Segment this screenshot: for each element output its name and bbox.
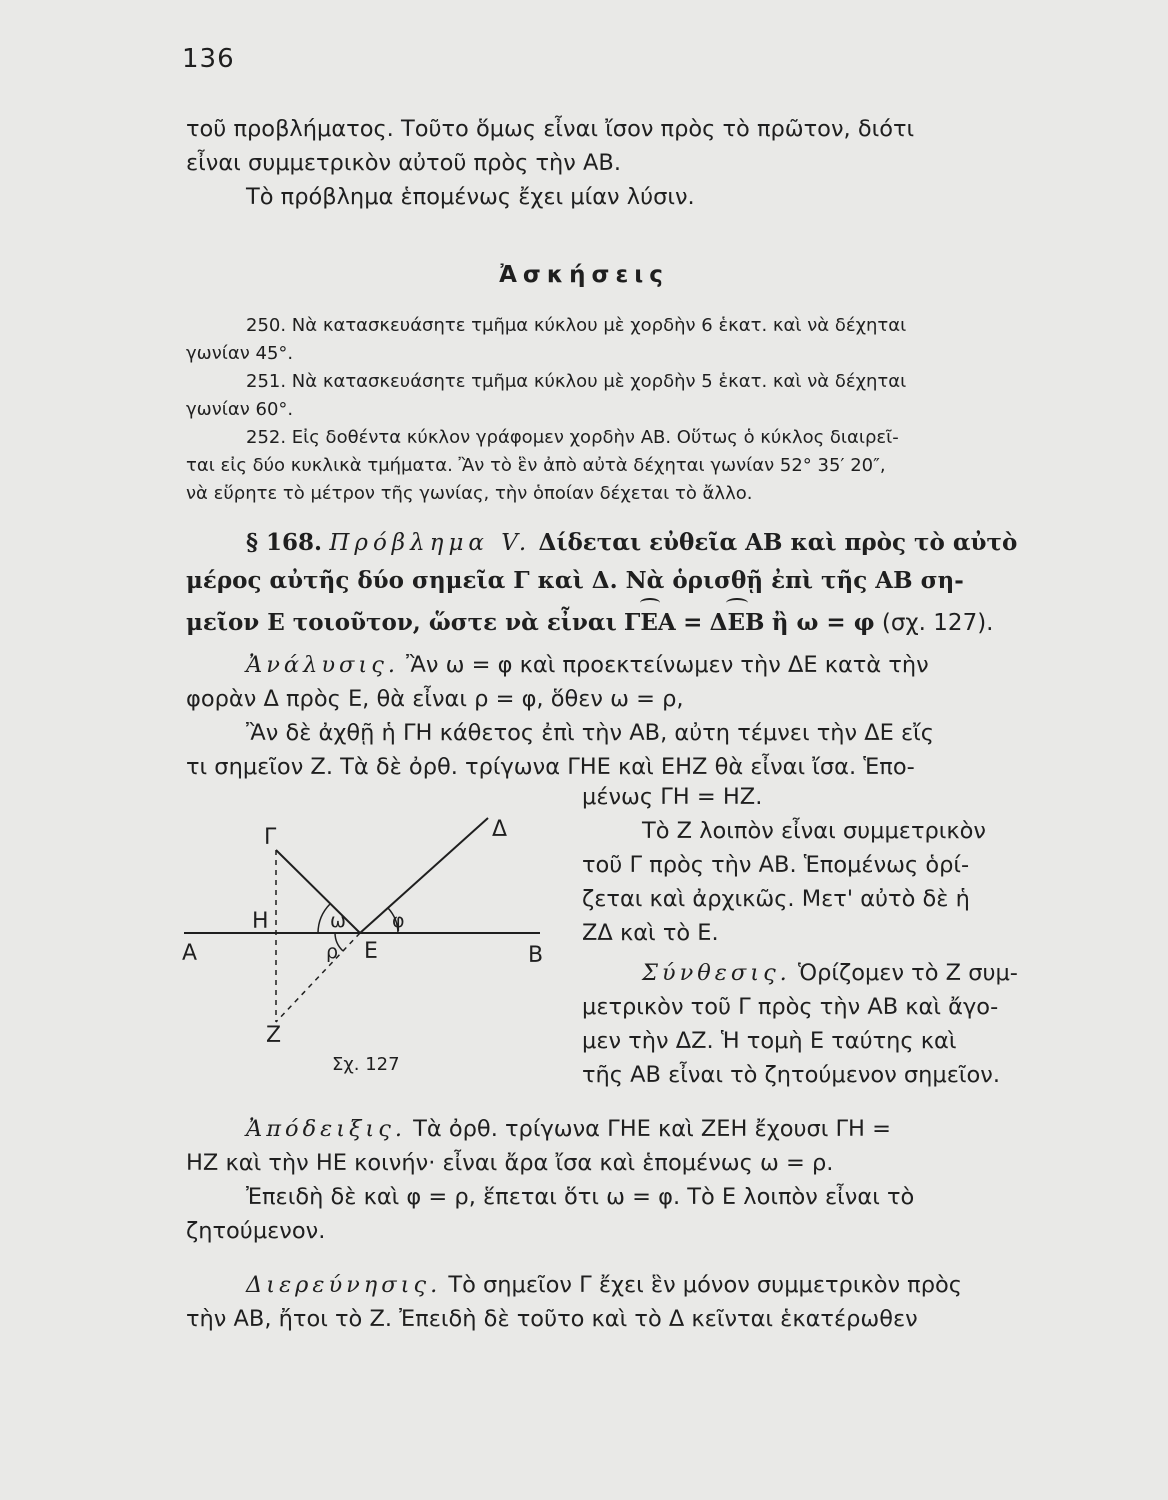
label-g: Γ — [264, 825, 277, 850]
text-line: Τὰ ὀρθ. τρίγωνα ΓΗΕ καὶ ΖΕΗ ἔχουσι ΓΗ = — [413, 1116, 891, 1142]
figure-reference: (σχ. 127). — [881, 610, 994, 636]
arc-omega — [318, 904, 330, 933]
exercise-252 — [186, 424, 1094, 508]
synthesis-label: Σύνθεσις. — [642, 960, 791, 986]
text-line: ζητούμενον. — [186, 1218, 326, 1244]
exercises-heading: Ἀσκήσεις — [499, 262, 669, 288]
discussion-paragraph — [186, 1268, 1094, 1336]
text-line: εἶναι συμμετρικὸν αὐτοῦ πρὸς τὴν ΑΒ. — [186, 150, 621, 176]
text-line: Ὁρίζομεν τὸ Ζ συμ- — [797, 960, 1018, 986]
text-line: γωνίαν 45°. — [186, 343, 294, 364]
text-line: Ἂν ω = φ καὶ προεκτείνωμεν τὴν ΔΕ κατὰ τὴν — [406, 652, 929, 678]
figure-caption: Σχ. 127 — [332, 1054, 400, 1075]
text-line: μεῖον Ε τοιοῦτον, ὥστε νὰ εἶναι — [186, 609, 617, 636]
text-line: μένως ΓΗ = ΗΖ. — [582, 784, 763, 810]
text-line: 251. Νὰ κατασκευάσητε τμῆμα κύκλου μὲ χορδὴν 5 ἑκατ. καὶ νὰ δέχηται — [246, 371, 907, 392]
text-line: φορὰν Δ πρὸς Ε, θὰ εἶναι ρ = φ, ὅθεν ω = ρ, — [186, 686, 684, 712]
problem-label: Πρόβλημα V. — [329, 530, 532, 556]
text-line: τοῦ Γ πρὸς τὴν ΑΒ. Ἑπομένως ὁρί- — [582, 852, 970, 878]
text-line: νὰ εὕρητε τὸ μέτρον τῆς γωνίας, τὴν ὁποίαν δέχεται τὸ ἄλλο. — [186, 483, 753, 504]
text-line: 252. Εἰς δοθέντα κύκλον γράφομεν χορδὴν ΑΒ. Οὕτως ὁ κύκλος διαιρεῖ- — [246, 427, 899, 448]
page-number: 136 — [182, 44, 235, 74]
geometry-figure — [170, 800, 570, 1060]
analysis-label: Ἀνάλυσις. — [246, 652, 399, 678]
proof-label: Ἀπόδειξις. — [246, 1116, 406, 1142]
text-line: μετρικὸν τοῦ Γ πρὸς τὴν ΑΒ καὶ ἄγο- — [582, 994, 999, 1020]
text-line: ται εἰς δύο κυκλικὰ τμήματα. Ἂν τὸ ἓν ἀπὸ αὐτὰ δέχηται γωνίαν 52° 35′ 20″, — [186, 455, 886, 476]
angle-gea: ΓΕΑ — [624, 604, 676, 642]
text-line: Δίδεται εὐθεῖα ΑΒ καὶ πρὸς τὸ αὐτὸ — [538, 529, 1018, 556]
text-line: τοῦ προβλήματος. Τοῦτο ὅμως εἶναι ἴσον πρὸς τὸ πρῶτον, διότι — [186, 116, 915, 142]
segment-ed — [360, 818, 488, 933]
text-line: μεν τὴν ΔΖ. Ἡ τομὴ Ε ταύτης καὶ — [582, 1028, 957, 1054]
analysis-paragraph — [186, 648, 1094, 784]
text-line: τι σημεῖον Ζ. Τὰ δὲ ὀρθ. τρίγωνα ΓΗΕ καὶ ΕΗΖ θὰ εἶναι ἴσα. Ἑπο- — [186, 754, 915, 780]
text-line: τῆς ΑΒ εἶναι τὸ ζητούμενον σημεῖον. — [582, 1062, 1001, 1088]
text-line: τὴν ΑΒ, ἤτοι τὸ Ζ. Ἐπειδὴ δὲ τοῦτο καὶ τὸ Δ κεῖνται ἑκατέρωθεν — [186, 1306, 918, 1332]
text-line: γωνίαν 60°. — [186, 399, 294, 420]
paragraph-intro — [186, 112, 1094, 214]
equals-sign: = — [683, 609, 703, 636]
discussion-label: Διερεύνησις. — [246, 1272, 442, 1298]
analysis-continued — [582, 780, 1092, 950]
label-rho: ρ — [326, 941, 339, 963]
segment-ez — [276, 933, 360, 1022]
text-line: Τὸ σημεῖον Γ ἔχει ἓν μόνον συμμετρικὸν πρὸς — [448, 1272, 962, 1298]
label-d: Δ — [492, 817, 508, 842]
label-omega: ω — [330, 910, 346, 932]
label-z: Ζ — [266, 1023, 282, 1048]
text-line: ΖΔ καὶ τὸ Ε. — [582, 920, 719, 946]
label-h: Η — [252, 909, 269, 934]
text-line: Ἐπειδὴ δὲ καὶ φ = ρ, ἕπεται ὅτι ω = φ. Τὸ Ε λοιπὸν εἶναι τὸ — [246, 1184, 915, 1210]
text-line: Ἂν δὲ ἀχθῇ ἡ ΓΗ κάθετος ἐπὶ τὴν ΑΒ, αὐτη τέμνει τὴν ΔΕ εἴς — [246, 720, 934, 746]
text-line: ἢ ω = φ — [771, 609, 875, 636]
text-line: ΗΖ καὶ τὴν ΗΕ κοινήν· εἶναι ἄρα ἴσα καὶ ἑπομένως ω = ρ. — [186, 1150, 834, 1176]
proof-paragraph — [186, 1112, 1094, 1248]
text-line: ζεται καὶ ἀρχικῶς. Μετ' αὐτὸ δὲ ἡ — [582, 886, 970, 912]
label-a: Α — [182, 941, 198, 966]
text-line: 250. Νὰ κατασκευάσητε τμῆμα κύκλου μὲ χορδὴν 6 ἑκατ. καὶ νὰ δέχηται — [246, 315, 907, 336]
exercise-251 — [186, 368, 1094, 424]
label-phi: φ — [392, 910, 405, 932]
synthesis-paragraph — [582, 956, 1092, 1092]
exercise-250 — [186, 312, 1094, 368]
section-number: § 168. — [246, 529, 323, 556]
text-line: Τὸ Ζ λοιπὸν εἶναι συμμετρικὸν — [642, 818, 987, 844]
problem-statement — [186, 524, 1098, 642]
segment-ge — [276, 850, 360, 933]
angle-deb: ΔΕΒ — [710, 604, 765, 642]
label-e: Ε — [364, 939, 378, 964]
label-b: Β — [528, 943, 544, 968]
text-line: μέρος αὐτῆς δύο σημεῖα Γ καὶ Δ. Νὰ ὁρισθῇ ἐπὶ τῆς ΑΒ ση- — [186, 567, 964, 594]
text-line: Τὸ πρόβλημα ἑπομένως ἔχει μίαν λύσιν. — [246, 184, 695, 210]
